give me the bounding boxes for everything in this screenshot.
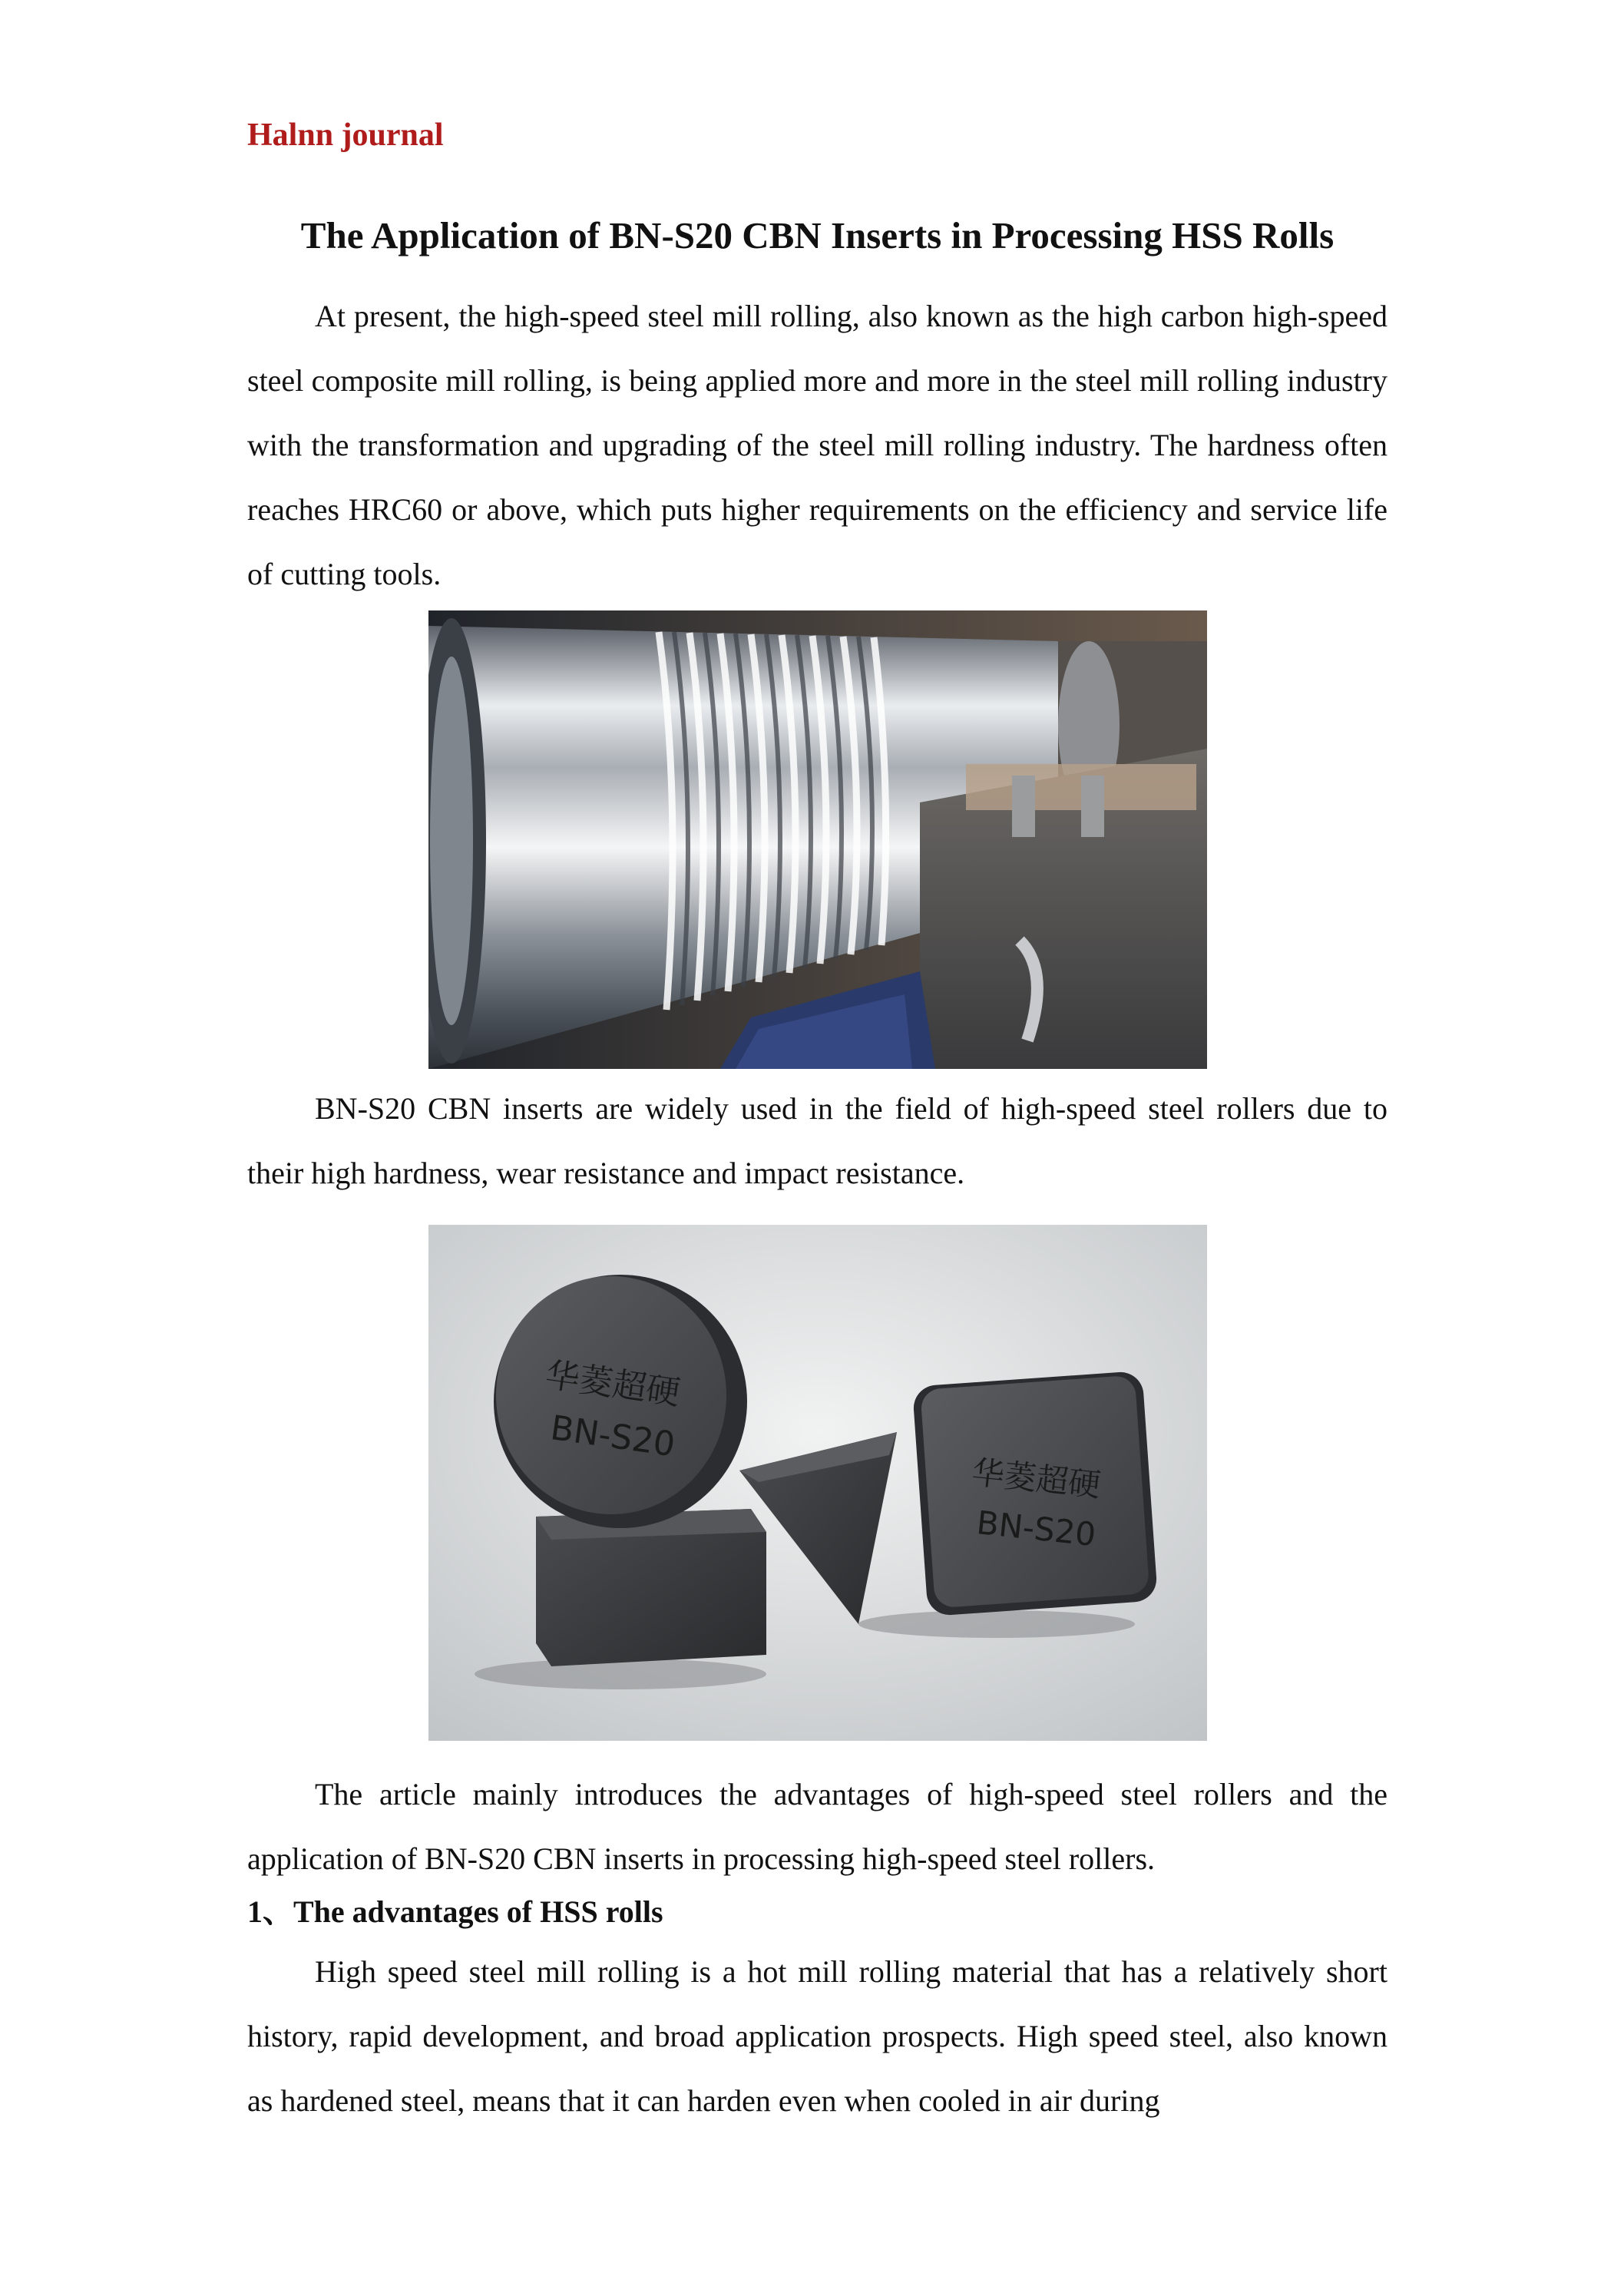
section-1-heading: 1、The advantages of HSS rolls: [247, 1894, 663, 1929]
square-insert-text-model: BN-S20: [974, 1504, 1098, 1554]
section-1-body: High speed steel mill rolling is a hot mill rolling material that has a relatively short history, rapid development, and broad application prospects. High speed steel, also known as hardened steel, means that it can harden even when cooled in air during: [247, 1954, 1388, 2118]
round-insert-text-cn: 华菱超硬: [543, 1355, 683, 1414]
cbn-inserts-photo: [428, 1225, 1207, 1741]
inserts-paragraph: BN-S20 CBN inserts are widely used in the field of high-speed steel rollers due to their high hardness, wear resistance and impact resistance.: [247, 1091, 1388, 1190]
roll-machining-photo: [428, 610, 1207, 1069]
square-insert-text-cn: 华菱超硬: [970, 1453, 1103, 1504]
round-insert-text-model: BN-S20: [547, 1408, 678, 1465]
summary-paragraph: The article mainly introduces the advantages of high-speed steel rollers and the application of BN-S20 CBN inserts in processing high-speed steel rollers.: [247, 1777, 1388, 1876]
intro-paragraph: At present, the high-speed steel mill rolling, also known as the high carbon high-speed steel composite mill rolling, is being applied more and more in the steel mill rolling industry with the transformation and upgrading of the steel mill rolling industry. The hardness often reaches HRC60 or above, which puts higher requirements on the efficiency and service life of cutting tools.: [247, 299, 1388, 591]
article-title: The Application of BN-S20 CBN Inserts in Processing HSS Rolls: [300, 214, 1335, 256]
journal-name: Halnn journal: [247, 117, 444, 153]
